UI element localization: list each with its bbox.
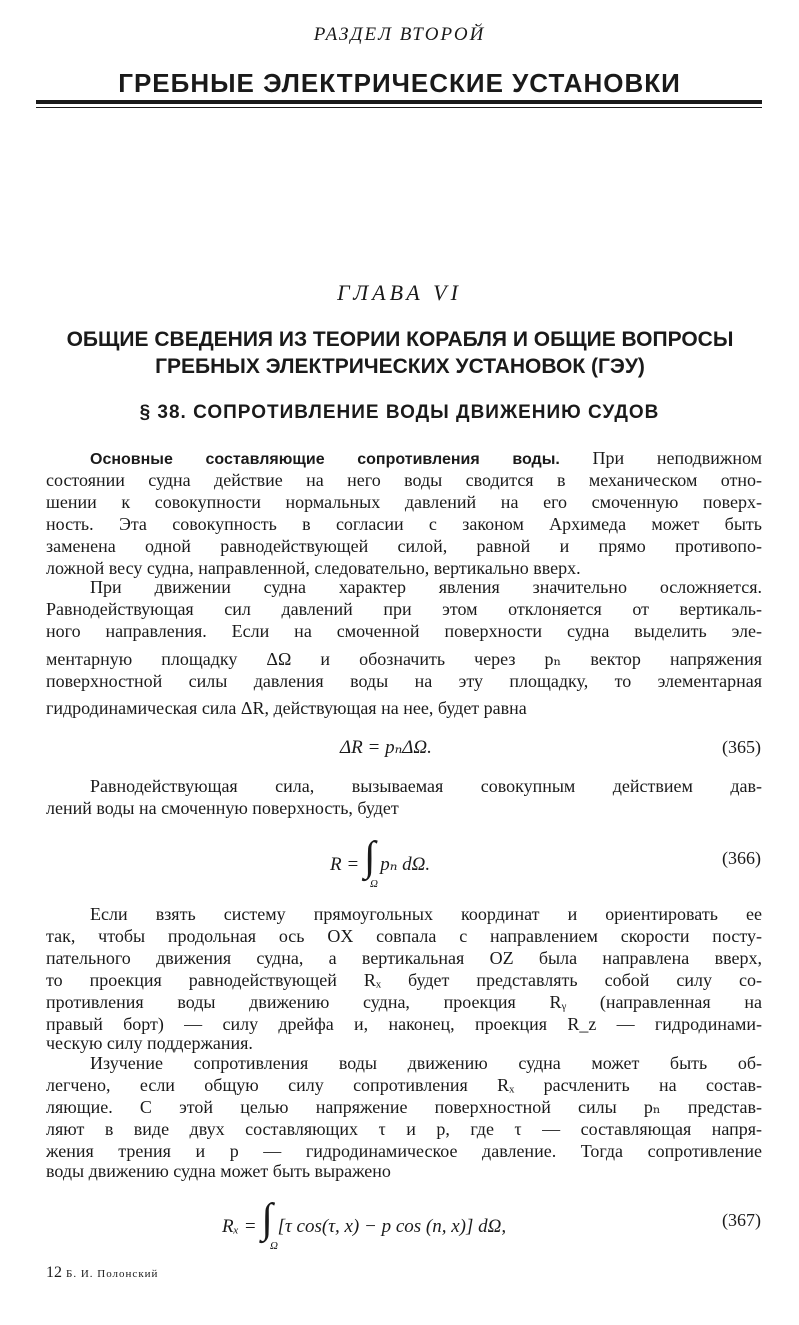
section-label: РАЗДЕЛ ВТОРОЙ	[313, 24, 486, 45]
p4-line-1: Если взять систему прямоугольных координат и ориентировать ее	[90, 904, 762, 924]
p5-line-1: Изучение сопротивления воды движению судна может быть об-	[90, 1053, 762, 1073]
p4-line-4: то проекция равнодействующей Rₓ будет представлять собой силу со-	[46, 970, 762, 990]
p2-line-1: При движении судна характер явления значительно осложняется.	[90, 577, 762, 597]
p1-line-1	[90, 447, 762, 471]
p1-line-3: шении к совокупности нормальных давлений на его смоченную поверх-	[46, 492, 762, 512]
integral-sign: ∫	[363, 834, 376, 880]
equation-366-number: (366)	[722, 848, 761, 868]
p1-line-1-text: При неподвижном	[592, 448, 763, 468]
paragraph-title: § 38. СОПРОТИВЛЕНИЕ ВОДЫ ДВИЖЕНИЮ СУДОВ	[139, 402, 660, 423]
p5-line-5: жения трения и p — гидродинамическое давление. Тогда сопротивление	[46, 1141, 762, 1161]
p3-line-1: Равнодействующая сила, вызываемая совокупным действием дав-	[90, 776, 762, 796]
equation-366	[330, 836, 430, 878]
footer-author: Б. И. Полонский	[66, 1268, 159, 1280]
page-footer	[46, 1264, 158, 1282]
p4-line-5: противления воды движению судна, проекция Rᵧ (направленная на	[46, 992, 762, 1012]
equation-367-limit: Ω	[270, 1240, 278, 1252]
equation-367-lhs: Rₓ =	[222, 1216, 257, 1237]
p5-line-6: воды движению судна может быть выражено	[46, 1161, 391, 1181]
p4-line-7: ческую силу поддержания.	[46, 1033, 253, 1053]
p1-lead: Основные составляющие сопротивления воды.	[90, 451, 560, 468]
equation-366-limit: Ω	[370, 878, 378, 890]
chapter-title-line-2: ГРЕБНЫХ ЭЛЕКТРИЧЕСКИХ УСТАНОВОК (ГЭУ)	[155, 355, 645, 378]
p4-line-2: так, чтобы продольная ось OX совпала с направлением скорости посту-	[46, 926, 762, 946]
equation-366-lhs: R =	[330, 854, 360, 875]
p1-line-2: состоянии судна действие на него воды сводится в механическом отно-	[46, 470, 762, 490]
chapter-label: ГЛАВА VI	[337, 280, 462, 305]
equation-367	[222, 1198, 506, 1240]
p2-line-2: Равнодействующая сил давлений при этом отклоняется от вертикаль-	[46, 599, 762, 619]
p1-line-4: ность. Эта совокупность в согласии с законом Архимеда может быть	[46, 514, 762, 534]
equation-366-rhs: pₙ dΩ.	[380, 854, 431, 875]
chapter-title-line-1: ОБЩИЕ СВЕДЕНИЯ ИЗ ТЕОРИИ КОРАБЛЯ И ОБЩИЕ ВОПРОСЫ	[66, 328, 734, 351]
p5-line-2: легчено, если общую силу сопротивления Rₓ расчленить на состав-	[46, 1075, 762, 1095]
p5-line-4: ляют в виде двух составляющих τ и p, где τ — составляющая напря-	[46, 1119, 762, 1139]
p2-line-5: поверхностной силы давления воды на эту площадку, то элементарная	[46, 671, 762, 691]
equation-365: ΔR = pₙΔΩ.	[340, 737, 432, 758]
title-rule-thick	[36, 100, 762, 104]
p2-line-4: ментарную площадку ΔΩ и обозначить через pₙ вектор напряжения	[46, 649, 762, 669]
p3-line-2: лений воды на смоченную поверхность, будет	[46, 798, 399, 818]
chapter-title	[30, 326, 770, 380]
p2-line-3: ного направления. Если на смоченной поверхности судна выделить эле-	[46, 621, 762, 641]
p4-line-6: правый борт) — силу дрейфа и, наконец, проекция R_z — гидродинами-	[46, 1014, 762, 1034]
equation-367-number: (367)	[722, 1210, 761, 1230]
title-rule-thin	[36, 107, 762, 108]
p1-line-6: ложной весу судна, направленной, следовательно, вертикально вверх.	[46, 558, 581, 578]
equation-365-number: (365)	[722, 737, 761, 757]
p5-line-3: ляющие. С этой целью напряжение поверхностной силы pₙ представ-	[46, 1097, 762, 1117]
integral-sign: ∫	[261, 1196, 273, 1242]
p1-line-5: заменена одной равнодействующей силой, равной и прямо противопо-	[46, 536, 762, 556]
p2-line-6: гидродинамическая сила ΔR, действующая на нее, будет равна	[46, 698, 527, 718]
part-title: ГРЕБНЫЕ ЭЛЕКТРИЧЕСКИЕ УСТАНОВКИ	[118, 68, 681, 98]
equation-367-rhs: [τ cos(τ, x) − p cos (n, x)] dΩ,	[277, 1216, 507, 1237]
p4-line-3: пательного движения судна, а вертикальная OZ была направлена вверх,	[46, 948, 762, 968]
page-number: 12	[46, 1264, 62, 1281]
